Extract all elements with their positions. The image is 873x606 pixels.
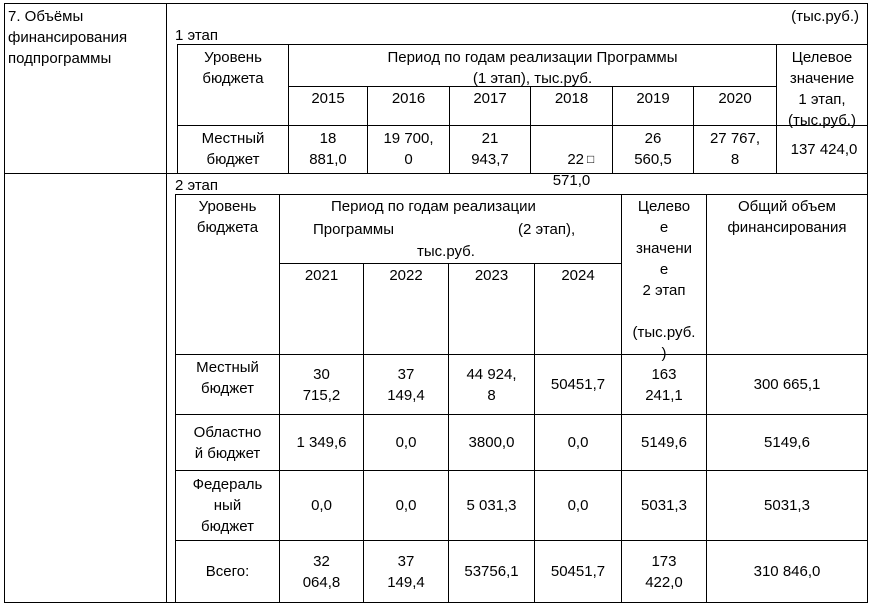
s1-period-header: Период по годам реализации Программы (1 этап), тыс.руб. <box>387 49 678 87</box>
s1-year-2019: 2019 <box>636 90 670 107</box>
stage1-units: (тыс.руб.) <box>791 8 859 25</box>
s2-row1-value-2024: 50451,7 <box>550 376 606 393</box>
s2-row2-value-2022: 0,0 <box>395 434 417 451</box>
s2-row4-value-2022: 37 149,4 <box>387 552 425 591</box>
s1-target-header: Целевое значение 1 этап, (тыс.руб.) <box>788 49 856 129</box>
s1-year-2018: 2018 <box>554 90 589 107</box>
s2-row3-value-2021: 0,0 <box>311 497 332 514</box>
s2-row3-value-2024: 0,0 <box>567 497 589 514</box>
s2-row1-value-2021: 30 715,2 <box>302 365 341 404</box>
s1-year-2020: 2020 <box>718 90 752 107</box>
s2-row2-value-2023: 3800,0 <box>468 434 515 451</box>
s2-row4-target: 173 422,0 <box>645 552 683 591</box>
s1-target-value: 137 424,0 <box>790 141 858 158</box>
s2-year-2022: 2022 <box>389 267 423 284</box>
outer-border-top <box>4 3 868 4</box>
s2-row2-total: 5149,6 <box>764 434 810 451</box>
s1-year-2015: 2015 <box>311 90 345 107</box>
s2-row2-target: 5149,6 <box>641 434 687 451</box>
stage1-title: 1 этап <box>175 27 219 44</box>
s2-row3-label: Федераль ный бюджет <box>192 476 263 535</box>
outer-divider-horizontal <box>4 173 868 174</box>
s1-row-label: Местный бюджет <box>201 130 265 168</box>
s2-row4-total: 310 846,0 <box>753 563 821 580</box>
s1-value-2015: 18 881,0 <box>309 130 347 168</box>
s1-year-2017: 2017 <box>473 90 507 107</box>
s2-period-header-line2a: Программы <box>313 221 395 238</box>
outer-divider-vertical <box>166 3 167 603</box>
s2-period-header-line2b: (2 этап), <box>518 221 576 238</box>
s2-row3-value-2022: 0,0 <box>395 497 417 514</box>
s2-total-header: Общий объем финансирования <box>727 198 847 236</box>
s2-line-period-bottom <box>279 263 622 264</box>
s1-value-2016: 19 700, 0 <box>383 130 434 168</box>
s2-row1-value-2022: 37 149,4 <box>387 365 425 404</box>
outer-border-right <box>867 3 868 603</box>
section-label: 7. Объёмы финансирования подпрограммы <box>8 8 128 67</box>
box-glyph: □ <box>587 152 595 166</box>
s1-year-2016: 2016 <box>391 90 426 107</box>
s2-row4-value-2021: 32 064,8 <box>302 552 341 591</box>
outer-border-left <box>4 3 5 603</box>
stage2-title: 2 этап <box>175 177 219 194</box>
s2-period-header-line1: Период по годам реализации <box>331 198 536 215</box>
s1-value-2018-text: 22 571,0 <box>552 151 591 189</box>
s2-row2-value-2024: 0,0 <box>567 434 589 451</box>
s2-row1-label: Местный бюджет <box>196 359 259 397</box>
s2-row1-target: 163 241,1 <box>645 365 683 404</box>
s2-row3-total: 5031,3 <box>764 497 810 514</box>
s1-line-top <box>177 44 867 45</box>
s2-row2-value-2021: 1 349,6 <box>296 434 347 451</box>
s2-row4-label: Всего: <box>205 563 250 580</box>
s2-budget-level-header: Уровень бюджета <box>196 198 259 236</box>
s1-budget-level-header: Уровень бюджета <box>202 49 264 87</box>
s1-value-2020: 27 767, 8 <box>709 130 761 168</box>
s2-year-2023: 2023 <box>474 267 509 284</box>
s2-year-2024: 2024 <box>561 267 595 284</box>
s2-year-2021: 2021 <box>304 267 339 284</box>
s2-row4-value-2023: 53756,1 <box>464 563 519 580</box>
s2-row2-label: Областно й бюджет <box>193 423 262 462</box>
s1-value-2017: 21 943,7 <box>471 130 509 168</box>
s1-line-header-bottom <box>177 125 867 126</box>
s2-row1-value-2023: 44 924, 8 <box>466 365 517 404</box>
s2-row3-target: 5031,3 <box>641 497 687 514</box>
s2-row1-total: 300 665,1 <box>753 376 821 393</box>
outer-border-bottom <box>4 602 868 603</box>
s2-row4-value-2024: 50451,7 <box>550 563 606 580</box>
s2-row3-value-2023: 5 031,3 <box>466 497 517 514</box>
s2-period-header-line3: тыс.руб. <box>417 243 475 260</box>
s1-value-2018 <box>531 128 612 191</box>
s1-value-2019: 26 560,5 <box>634 130 672 168</box>
s2-target-header: Целево е значени е 2 этап (тыс.руб. ) <box>632 198 696 362</box>
